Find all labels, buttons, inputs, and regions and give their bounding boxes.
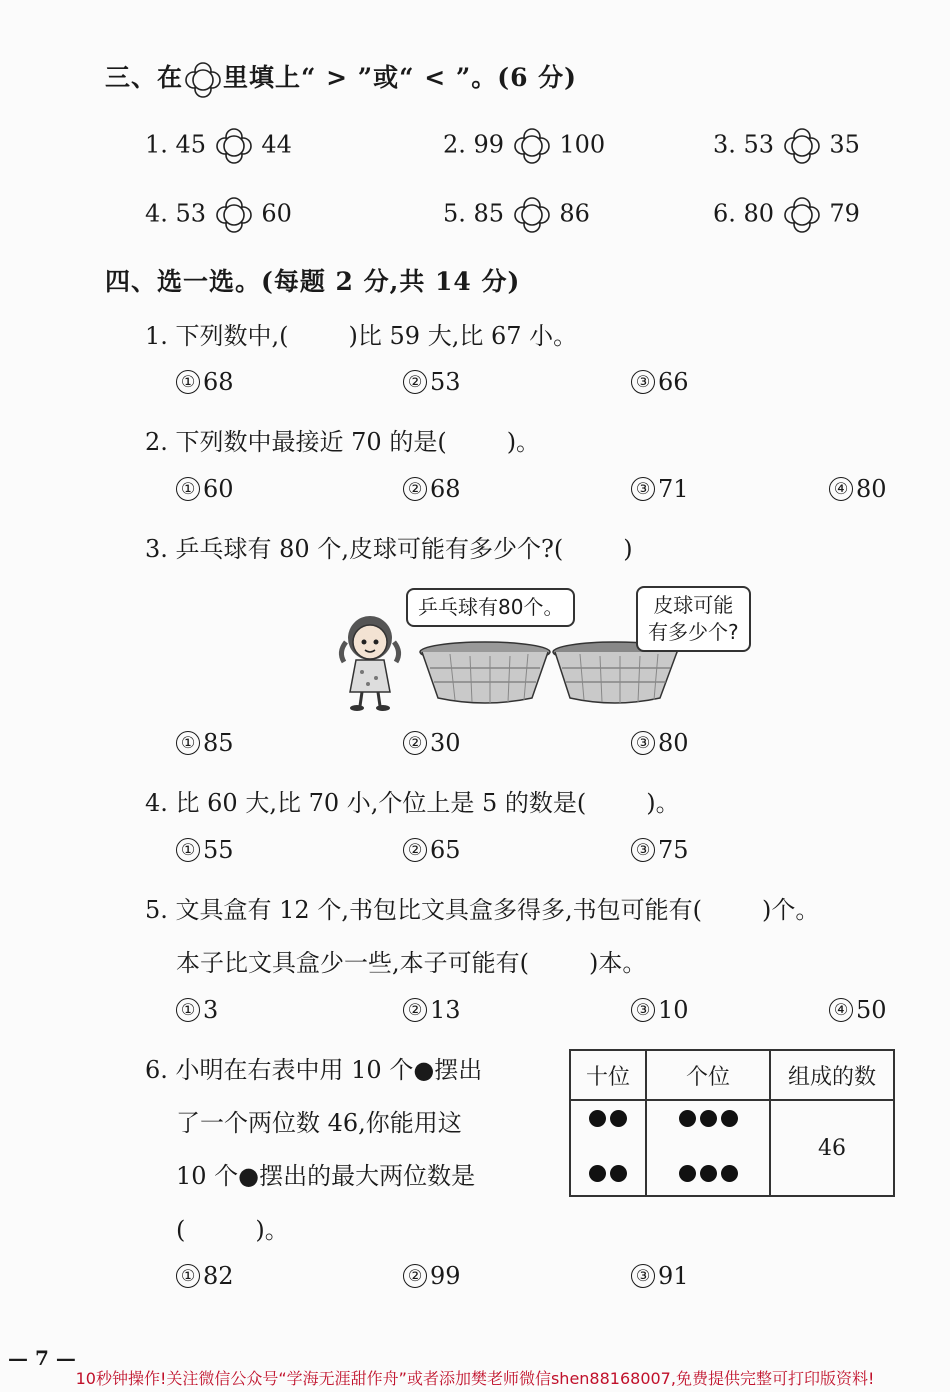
question-text: ) [623, 535, 633, 563]
option[interactable] [176, 729, 234, 757]
flower-blank-icon[interactable] [216, 197, 252, 233]
option-mark: ① [176, 1264, 200, 1288]
option-mark: ② [403, 1264, 427, 1288]
option-value: 80 [856, 475, 887, 503]
option-mark: ③ [631, 998, 655, 1022]
option[interactable] [176, 996, 218, 1024]
option-value: 71 [658, 475, 689, 503]
section3-heading-post: 里填上“ > ”或“ < ”。(6 分) [223, 63, 578, 92]
option-value: 53 [430, 368, 461, 396]
option-mark: ① [176, 998, 200, 1022]
compare-right: 79 [829, 199, 860, 228]
compare-right: 100 [559, 130, 606, 159]
question-5-line-2 [176, 943, 646, 978]
ones-cell [646, 1100, 770, 1196]
compare-left: 6. 80 [713, 199, 775, 228]
option[interactable] [631, 475, 689, 503]
option[interactable] [631, 368, 689, 396]
option[interactable] [631, 729, 689, 757]
option[interactable] [403, 836, 461, 864]
option-mark: ② [403, 477, 427, 501]
question-1 [145, 316, 577, 351]
dot-icon [700, 1110, 717, 1127]
option-mark: ① [176, 731, 200, 755]
question-text: ( [176, 1216, 186, 1244]
compare-item-4 [145, 197, 292, 233]
compare-left: 1. 45 [145, 130, 207, 159]
question-text: 本子比文具盒少一些,本子可能有( [176, 949, 529, 977]
question-6-line-1: 6. 小明在右表中用 10 个●摆出 [145, 1056, 483, 1084]
option-mark: ② [403, 998, 427, 1022]
option-mark: ④ [829, 477, 853, 501]
table-header: 个位 [646, 1050, 770, 1100]
place-value-table [569, 1049, 895, 1197]
option-mark: ③ [631, 1264, 655, 1288]
flower-blank-icon[interactable] [514, 197, 550, 233]
compare-right: 60 [261, 199, 292, 228]
option[interactable] [403, 996, 461, 1024]
option[interactable] [829, 996, 887, 1024]
table-header: 十位 [570, 1050, 646, 1100]
option-value: 65 [430, 836, 461, 864]
question-text: 1. 下列数中,( [145, 322, 289, 350]
footer-promo: 10秒钟操作!关注微信公众号“学海无涯甜作舟”或者添加樊老师微信shen88168007,免费提供完整可打印版资料! [75, 1369, 875, 1388]
page-number: — 7 — [8, 1346, 76, 1370]
compare-item-2 [443, 128, 605, 164]
dot-icon [589, 1165, 606, 1182]
option-mark: ③ [631, 838, 655, 862]
compare-left: 4. 53 [145, 199, 207, 228]
number-cell: 46 [770, 1100, 894, 1196]
option-mark: ③ [631, 370, 655, 394]
question-text: 5. 文具盒有 12 个,书包比文具盒多得多,书包可能有( [145, 896, 702, 924]
section3-heading-pre: 三、在 [105, 63, 184, 92]
option-mark: ① [176, 477, 200, 501]
section3-heading [105, 58, 577, 98]
option[interactable] [829, 475, 887, 503]
option[interactable] [176, 836, 234, 864]
flower-blank-icon [185, 62, 221, 98]
question-2 [145, 422, 540, 457]
option-mark: ② [403, 731, 427, 755]
flower-blank-icon[interactable] [514, 128, 550, 164]
option-value: 99 [430, 1262, 461, 1290]
question-text: 4. 比 60 大,比 70 小,个位上是 5 的数是( [145, 789, 587, 817]
option[interactable] [176, 1262, 234, 1290]
dot-icon [679, 1165, 696, 1182]
question-5-line-1 [145, 890, 819, 925]
dot-icon [721, 1110, 738, 1127]
question-text: 2. 下列数中最接近 70 的是( [145, 428, 447, 456]
option[interactable] [631, 996, 689, 1024]
question-6-line-2: 了一个两位数 46,你能用这 [176, 1109, 462, 1137]
bubble-line: 有多少个? [648, 620, 739, 644]
option-value: 10 [658, 996, 689, 1024]
option-value: 68 [430, 475, 461, 503]
question-text: )本。 [589, 949, 647, 977]
option-value: 80 [658, 729, 689, 757]
compare-item-3 [713, 128, 860, 164]
option[interactable] [631, 836, 689, 864]
question-6-line-4 [176, 1210, 289, 1245]
compare-right: 86 [559, 199, 590, 228]
option-value: 50 [856, 996, 887, 1024]
dot-icon [700, 1165, 717, 1182]
option-value: 68 [203, 368, 234, 396]
dot-icon [679, 1110, 696, 1127]
compare-item-6 [713, 197, 860, 233]
basket-icon [420, 642, 550, 703]
option-mark: ② [403, 838, 427, 862]
dot-icon [610, 1110, 627, 1127]
option-value: 82 [203, 1262, 234, 1290]
option-value: 13 [430, 996, 461, 1024]
compare-item-5 [443, 197, 590, 233]
option-mark: ① [176, 370, 200, 394]
option[interactable] [176, 368, 234, 396]
dot-icon [589, 1110, 606, 1127]
option-value: 60 [203, 475, 234, 503]
question-6-line-3: 10 个●摆出的最大两位数是 [176, 1162, 476, 1190]
option-mark: ② [403, 370, 427, 394]
flower-blank-icon[interactable] [784, 128, 820, 164]
option-mark: ① [176, 838, 200, 862]
option[interactable] [403, 368, 461, 396]
option-mark: ③ [631, 731, 655, 755]
section4-heading: 四、选一选。(每题 2 分,共 14 分) [105, 267, 521, 296]
compare-right: 44 [261, 130, 292, 159]
option-mark: ④ [829, 998, 853, 1022]
question-text: )。 [646, 789, 680, 817]
option[interactable] [631, 1262, 689, 1290]
compare-left: 3. 53 [713, 130, 775, 159]
question-text: 3. 乒乓球有 80 个,皮球可能有多少个?( [145, 535, 564, 563]
bubble-line: 皮球可能 [653, 593, 734, 617]
option[interactable] [403, 1262, 461, 1290]
question-text: )个。 [761, 896, 820, 924]
question-3 [145, 529, 633, 564]
option-mark: ③ [631, 477, 655, 501]
option[interactable] [403, 475, 461, 503]
option-value: 91 [658, 1262, 689, 1290]
speech-bubble-1: 乒乓球有80个。 [406, 588, 575, 627]
question-text: )比 59 大,比 67 小。 [348, 322, 578, 350]
question-4 [145, 783, 680, 818]
option-value: 3 [203, 996, 219, 1024]
option-value: 30 [430, 729, 461, 757]
option-value: 66 [658, 368, 689, 396]
dot-icon [721, 1165, 738, 1182]
speech-bubble-2 [636, 586, 751, 652]
girl-icon [341, 616, 398, 711]
option[interactable] [403, 729, 461, 757]
option-value: 55 [203, 836, 234, 864]
question-text: )。 [506, 428, 541, 456]
compare-left: 2. 99 [443, 130, 505, 159]
tens-cell [570, 1100, 646, 1196]
flower-blank-icon[interactable] [784, 197, 820, 233]
flower-blank-icon[interactable] [216, 128, 252, 164]
compare-item-1 [145, 128, 292, 164]
table-header: 组成的数 [770, 1050, 894, 1100]
compare-left: 5. 85 [443, 199, 505, 228]
option[interactable] [176, 475, 234, 503]
compare-right: 35 [829, 130, 860, 159]
option-value: 85 [203, 729, 234, 757]
option-value: 75 [658, 836, 689, 864]
question-text: )。 [255, 1216, 289, 1244]
dot-icon [610, 1165, 627, 1182]
